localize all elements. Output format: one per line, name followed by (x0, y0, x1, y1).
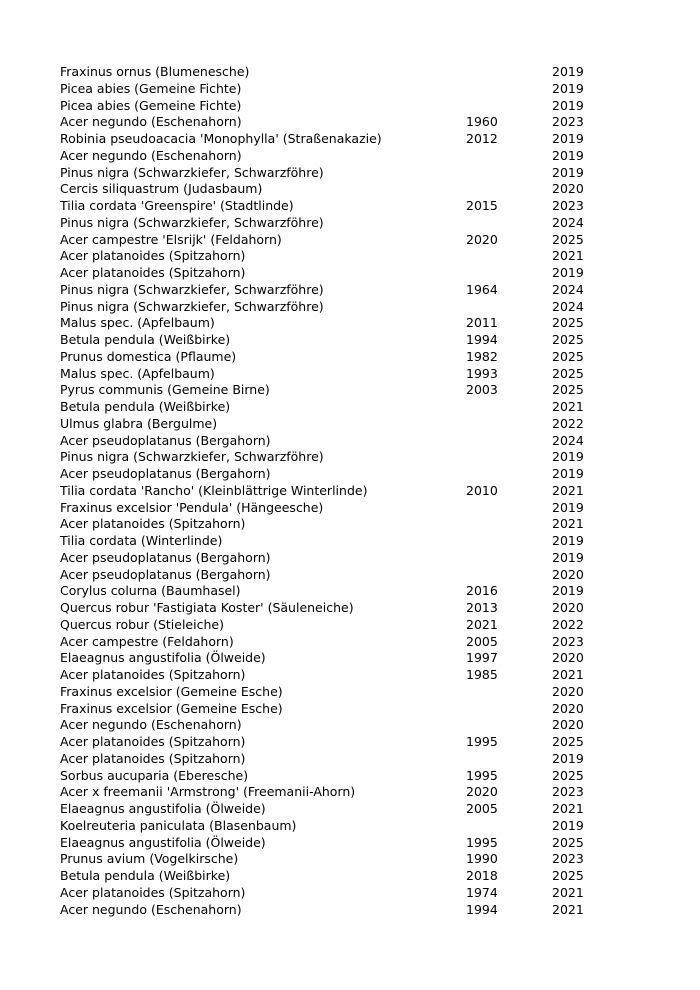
tree-species-cell: Picea abies (Gemeine Fichte) (60, 97, 242, 113)
tree-species-cell: Fraxinus excelsior (Gemeine Esche) (60, 683, 283, 699)
year-cell: 2025 (552, 348, 584, 364)
planting-year-cell: 1960 (466, 114, 498, 130)
tree-species-cell: Acer pseudoplatanus (Bergahorn) (60, 432, 271, 448)
year-cell: 2025 (552, 868, 584, 883)
table-row (60, 299, 600, 316)
table-row (60, 98, 600, 115)
year-cell: 2021 (552, 667, 584, 682)
table-row (60, 399, 600, 416)
year-cell: 2024 (552, 432, 584, 448)
table-row (60, 818, 600, 835)
table-row (60, 148, 600, 165)
table-row (60, 232, 600, 249)
planting-year-cell: 1964 (466, 281, 498, 297)
table-row (60, 382, 600, 399)
tree-species-cell: Acer campestre 'Elsrijk' (Feldahorn) (60, 231, 282, 247)
tree-species-cell: Acer x freemanii 'Armstrong' (Freemanii-Ahorn) (60, 784, 356, 800)
tree-species-cell: Tilia cordata 'Greenspire' (Stadtlinde) (60, 198, 294, 213)
tree-species-cell: Acer platanoides (Spitzahorn) (60, 516, 246, 532)
year-cell: 2021 (552, 884, 584, 900)
year-cell: 2020 (552, 683, 584, 699)
tree-species-cell: Acer platanoides (Spitzahorn) (60, 884, 246, 900)
table-row (60, 851, 600, 868)
planting-year-cell: 2021 (466, 616, 498, 632)
table-row (60, 583, 600, 600)
tree-species-cell: Quercus robur (Stieleiche) (60, 616, 224, 632)
planting-year-cell: 2011 (466, 315, 498, 331)
tree-species-cell: Malus spec. (Apfelbaum) (60, 365, 215, 381)
tree-species-cell: Acer negundo (Eschenahorn) (60, 147, 242, 163)
table-row (60, 81, 600, 98)
year-cell: 2019 (552, 147, 584, 163)
tree-species-cell: Prunus domestica (Pflaume) (60, 348, 237, 364)
table-row (60, 64, 600, 81)
planting-year-cell: 2013 (466, 600, 498, 615)
year-cell: 2019 (552, 265, 584, 280)
tree-species-cell: Tilia cordata 'Rancho' (Kleinblättrige Winterlinde) (60, 482, 368, 498)
year-cell: 2020 (552, 650, 584, 666)
table-row (60, 416, 600, 433)
tree-species-cell: Acer platanoides (Spitzahorn) (60, 734, 246, 749)
table-row (60, 600, 600, 617)
table-row (60, 784, 600, 801)
planting-year-cell: 2005 (466, 633, 498, 649)
year-cell: 2025 (552, 315, 584, 331)
tree-species-cell: Acer pseudoplatanus (Bergahorn) (60, 466, 271, 481)
planting-year-cell: 1974 (466, 884, 498, 900)
tree-species-cell: Acer negundo (Eschenahorn) (60, 114, 242, 130)
table-row (60, 483, 600, 500)
year-cell: 2024 (552, 214, 584, 230)
table-row (60, 466, 600, 483)
year-cell: 2019 (552, 164, 584, 180)
table-row (60, 734, 600, 751)
table-row (60, 650, 600, 667)
table-row (60, 835, 600, 852)
table-row (60, 634, 600, 651)
year-cell: 2019 (552, 533, 584, 548)
table-row (60, 248, 600, 265)
table-row (60, 349, 600, 366)
planting-year-cell: 2012 (466, 131, 498, 146)
year-cell: 2019 (552, 449, 584, 465)
tree-species-cell: Elaeagnus angustifolia (Ölweide) (60, 650, 266, 666)
year-cell: 2021 (552, 801, 584, 816)
year-cell: 2025 (552, 382, 584, 398)
tree-species-cell: Acer negundo (Eschenahorn) (60, 901, 242, 917)
tree-species-cell: Corylus colurna (Baumhasel) (60, 583, 241, 599)
planting-year-cell: 1993 (466, 365, 498, 381)
tree-species-cell: Pinus nigra (Schwarzkiefer, Schwarzföhre) (60, 449, 324, 465)
table-row (60, 667, 600, 684)
tree-species-cell: Sorbus aucuparia (Eberesche) (60, 767, 249, 783)
table-row (60, 902, 600, 919)
planting-year-cell: 1995 (466, 734, 498, 749)
year-cell: 2020 (552, 700, 584, 716)
year-cell: 2025 (552, 834, 584, 850)
tree-species-cell: Pinus nigra (Schwarzkiefer, Schwarzföhre) (60, 214, 324, 230)
year-cell: 2024 (552, 298, 584, 314)
year-cell: 2020 (552, 181, 584, 197)
year-cell: 2025 (552, 231, 584, 247)
table-row (60, 131, 600, 148)
table-row (60, 684, 600, 701)
planting-year-cell: 2016 (466, 583, 498, 599)
tree-species-cell: Betula pendula (Weißbirke) (60, 399, 231, 414)
tree-species-cell: Elaeagnus angustifolia (Ölweide) (60, 834, 266, 850)
tree-species-cell: Acer pseudoplatanus (Bergahorn) (60, 566, 271, 582)
tree-species-cell: Pyrus communis (Gemeine Birne) (60, 382, 270, 398)
table-row (60, 265, 600, 282)
tree-species-cell: Acer negundo (Eschenahorn) (60, 717, 242, 733)
planting-year-cell: 1994 (466, 332, 498, 347)
planting-year-cell: 1995 (466, 834, 498, 850)
planting-year-cell: 1990 (466, 851, 498, 867)
tree-species-cell: Pinus nigra (Schwarzkiefer, Schwarzföhre) (60, 281, 324, 297)
year-cell: 2023 (552, 198, 584, 213)
planting-year-cell: 2020 (466, 231, 498, 247)
table-row (60, 332, 600, 349)
tree-species-cell: Robinia pseudoacacia 'Monophylla' (Straßenakazie) (60, 131, 382, 146)
year-cell: 2025 (552, 767, 584, 783)
planting-year-cell: 1985 (466, 667, 498, 682)
year-cell: 2023 (552, 633, 584, 649)
year-cell: 2023 (552, 114, 584, 130)
planting-year-cell: 2018 (466, 868, 498, 883)
tree-species-cell: Fraxinus excelsior 'Pendula' (Hängeesche) (60, 499, 324, 515)
planting-year-cell: 1997 (466, 650, 498, 666)
planting-year-cell: 2010 (466, 482, 498, 498)
year-cell: 2021 (552, 901, 584, 917)
year-cell: 2025 (552, 734, 584, 749)
year-cell: 2021 (552, 516, 584, 532)
tree-species-cell: Acer platanoides (Spitzahorn) (60, 667, 246, 682)
table-row (60, 567, 600, 584)
year-cell: 2023 (552, 784, 584, 800)
year-cell: 2019 (552, 583, 584, 599)
planting-year-cell: 1982 (466, 348, 498, 364)
year-cell: 2023 (552, 851, 584, 867)
year-cell: 2019 (552, 750, 584, 766)
tree-species-cell: Prunus avium (Vogelkirsche) (60, 851, 239, 867)
table-row (60, 114, 600, 131)
tree-species-cell: Pinus nigra (Schwarzkiefer, Schwarzföhre) (60, 164, 324, 180)
year-cell: 2019 (552, 64, 584, 79)
table-row (60, 617, 600, 634)
tree-species-cell: Koelreuteria paniculata (Blasenbaum) (60, 817, 297, 833)
year-cell: 2020 (552, 566, 584, 582)
year-cell: 2019 (552, 817, 584, 833)
tree-species-cell: Acer platanoides (Spitzahorn) (60, 750, 246, 766)
tree-species-cell: Tilia cordata (Winterlinde) (60, 533, 223, 548)
tree-species-cell: Picea abies (Gemeine Fichte) (60, 80, 242, 96)
table-row (60, 315, 600, 332)
table-row (60, 533, 600, 550)
year-cell: 2024 (552, 281, 584, 297)
planting-year-cell: 1994 (466, 901, 498, 917)
tree-species-cell: Pinus nigra (Schwarzkiefer, Schwarzföhre) (60, 298, 324, 314)
year-cell: 2021 (552, 399, 584, 414)
tree-species-cell: Malus spec. (Apfelbaum) (60, 315, 215, 331)
year-cell: 2019 (552, 549, 584, 565)
table-row (60, 751, 600, 768)
table-row (60, 550, 600, 567)
planting-year-cell: 1995 (466, 767, 498, 783)
planting-year-cell: 2005 (466, 801, 498, 816)
year-cell: 2020 (552, 717, 584, 733)
table-row (60, 717, 600, 734)
tree-species-cell: Ulmus glabra (Bergulme) (60, 415, 218, 431)
table-row (60, 282, 600, 299)
tree-species-cell: Quercus robur 'Fastigiata Koster' (Säuleneiche) (60, 600, 354, 615)
year-cell: 2019 (552, 466, 584, 481)
tree-species-cell: Fraxinus ornus (Blumenesche) (60, 64, 250, 79)
year-cell: 2021 (552, 482, 584, 498)
year-cell: 2022 (552, 616, 584, 632)
table-row (60, 801, 600, 818)
table-row (60, 433, 600, 450)
tree-species-cell: Acer platanoides (Spitzahorn) (60, 248, 246, 264)
year-cell: 2025 (552, 332, 584, 347)
tree-species-cell: Elaeagnus angustifolia (Ölweide) (60, 801, 266, 816)
table-row (60, 868, 600, 885)
tree-species-cell: Betula pendula (Weißbirke) (60, 868, 231, 883)
year-cell: 2022 (552, 415, 584, 431)
table-row (60, 516, 600, 533)
year-cell: 2019 (552, 80, 584, 96)
table-row (60, 215, 600, 232)
planting-year-cell: 2020 (466, 784, 498, 800)
year-cell: 2019 (552, 499, 584, 515)
tree-species-cell: Cercis siliquastrum (Judasbaum) (60, 181, 263, 197)
tree-species-cell: Betula pendula (Weißbirke) (60, 332, 231, 347)
year-cell: 2019 (552, 131, 584, 146)
year-cell: 2020 (552, 600, 584, 615)
year-cell: 2021 (552, 248, 584, 264)
tree-species-cell: Acer platanoides (Spitzahorn) (60, 265, 246, 280)
table-row (60, 366, 600, 383)
table-row (60, 449, 600, 466)
year-cell: 2019 (552, 97, 584, 113)
table-row (60, 500, 600, 517)
tree-species-cell: Acer campestre (Feldahorn) (60, 633, 234, 649)
table-row (60, 181, 600, 198)
year-cell: 2025 (552, 365, 584, 381)
planting-year-cell: 2003 (466, 382, 498, 398)
table-row (60, 701, 600, 718)
planting-year-cell: 2015 (466, 198, 498, 213)
table-row (60, 885, 600, 902)
table-row (60, 768, 600, 785)
tree-species-cell: Acer pseudoplatanus (Bergahorn) (60, 549, 271, 565)
table-row (60, 198, 600, 215)
table-row (60, 165, 600, 182)
tree-table (60, 64, 600, 918)
tree-species-cell: Fraxinus excelsior (Gemeine Esche) (60, 700, 283, 716)
